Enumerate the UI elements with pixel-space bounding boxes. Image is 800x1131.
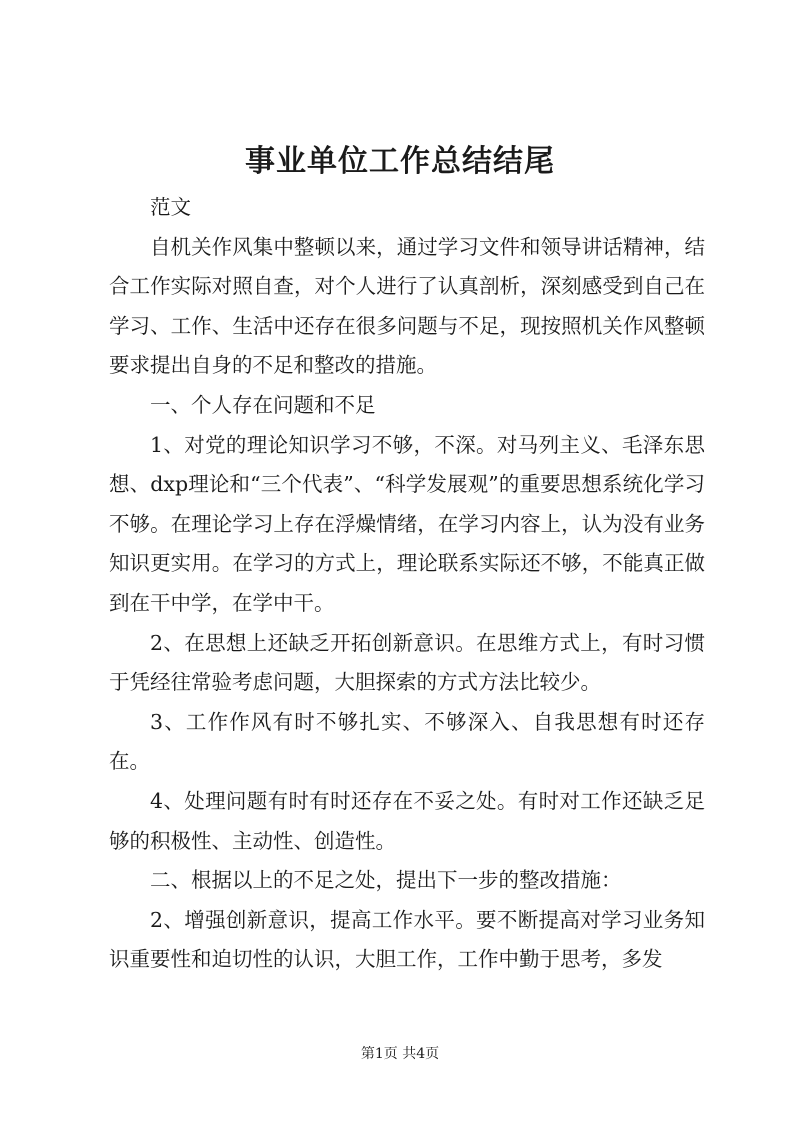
paragraph-problem-1: 1、对党的理论知识学习不够，不深。对马列主义、毛泽东思想、dxp理论和“三个代表”、“科学发展观”的重要思想系统化学习不够。在理论学习上存在浮燥情绪，在学习内容上，认为没有业务知识更实用。在学习的方式上，理论联系实际还不够，不能真正做到在干中学，在学中干。 (109, 432, 705, 615)
document-title: 事业单位工作总结结尾 (245, 144, 555, 179)
section-heading-problems: 一、个人存在问题和不足 (150, 392, 376, 417)
section-heading-measures: 二、根据以上的不足之处，提出下一步的整改措施： (150, 868, 622, 893)
paragraph-problem-4: 4、处理问题有时有时还存在不妥之处。有时对工作还缺乏足够的积极性、主动性、创造性。 (109, 788, 705, 853)
paragraph-problem-2: 2、在思想上还缺乏开拓创新意识。在思维方式上，有时习惯于凭经往常验考虑问题，大胆探索的方式方法比较少。 (109, 630, 705, 695)
paragraph-fanwen: 范文 (150, 195, 191, 219)
paragraph-problem-3: 3、工作作风有时不够扎实、不够深入、自我思想有时还存在。 (109, 709, 705, 774)
document-body (109, 188, 705, 980)
page-number-footer: 第1页 共4页 (360, 1046, 440, 1062)
paragraph-measure-2: 2、增强创新意识，提高工作水平。要不断提高对学习业务知识重要性和迫切性的认识，大胆工作，工作中勤于思考，多发 (109, 907, 705, 972)
paragraph-intro: 自机关作风集中整顿以来，通过学习文件和领导讲话精神，结合工作实际对照自查，对个人进行了认真剖析，深刻感受到自己在学习、工作、生活中还存在很多问题与不足，现按照机关作风整顿要求提出自身的不足和整改的措施。 (109, 234, 705, 378)
